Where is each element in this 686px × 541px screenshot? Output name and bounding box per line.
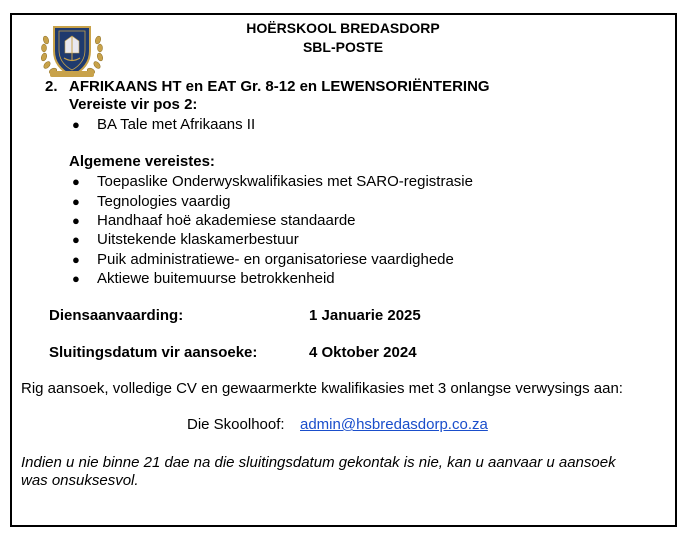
- position-number: 2.: [45, 78, 58, 95]
- disclaimer-line-1: Indien u nie binne 21 dae na die sluitingsdatum gekontak is nie, kan u aanvaar u aansoek: [21, 454, 616, 471]
- closing-value: 4 Oktober 2024: [309, 344, 417, 361]
- general-item: Puik administratiewe- en organisatoriese vaardighede: [97, 251, 454, 268]
- general-item: Tegnologies vaardig: [97, 193, 231, 210]
- commencement-label: Diensaanvaarding:: [49, 307, 184, 324]
- closing-label: Sluitingsdatum vir aansoeke:: [49, 344, 258, 361]
- disclaimer-line-2: was onsuksesvol.: [21, 472, 139, 489]
- general-item: Handhaaf hoë akademiese standaarde: [97, 212, 356, 229]
- commencement-value: 1 Januarie 2025: [309, 307, 421, 324]
- requirement-item: BA Tale met Afrikaans II: [97, 116, 256, 133]
- bullet-icon: ●: [72, 117, 80, 132]
- general-heading: Algemene vereistes:: [69, 153, 215, 170]
- general-item: Toepaslike Onderwyskwalifikasies met SARO-registrasie: [97, 173, 473, 190]
- bullet-icon: ●: [72, 252, 80, 267]
- general-item: Aktiewe buitemuurse betrokkenheid: [97, 270, 335, 287]
- email-link[interactable]: admin@hsbredasdorp.co.za: [300, 416, 488, 433]
- bullet-icon: ●: [72, 271, 80, 286]
- contact-label: Die Skoolhoof:: [187, 416, 285, 433]
- bullet-icon: ●: [72, 213, 80, 228]
- requirements-heading: Vereiste vir pos 2:: [69, 96, 198, 113]
- school-name: HOËRSKOOL BREDASDORP: [246, 20, 440, 36]
- bullet-icon: ●: [72, 194, 80, 209]
- page-subtitle: SBL-POSTE: [302, 39, 384, 55]
- position-title: AFRIKAANS HT en EAT Gr. 8-12 en LEWENSORIËNTERING: [69, 78, 490, 95]
- general-item: Uitstekende klaskamerbestuur: [97, 231, 299, 248]
- bullet-icon: ●: [72, 174, 80, 189]
- application-instruction: Rig aansoek, volledige CV en gewaarmerkte kwalifikasies met 3 onlangse verwysings aan:: [21, 380, 623, 397]
- bullet-icon: ●: [72, 232, 80, 247]
